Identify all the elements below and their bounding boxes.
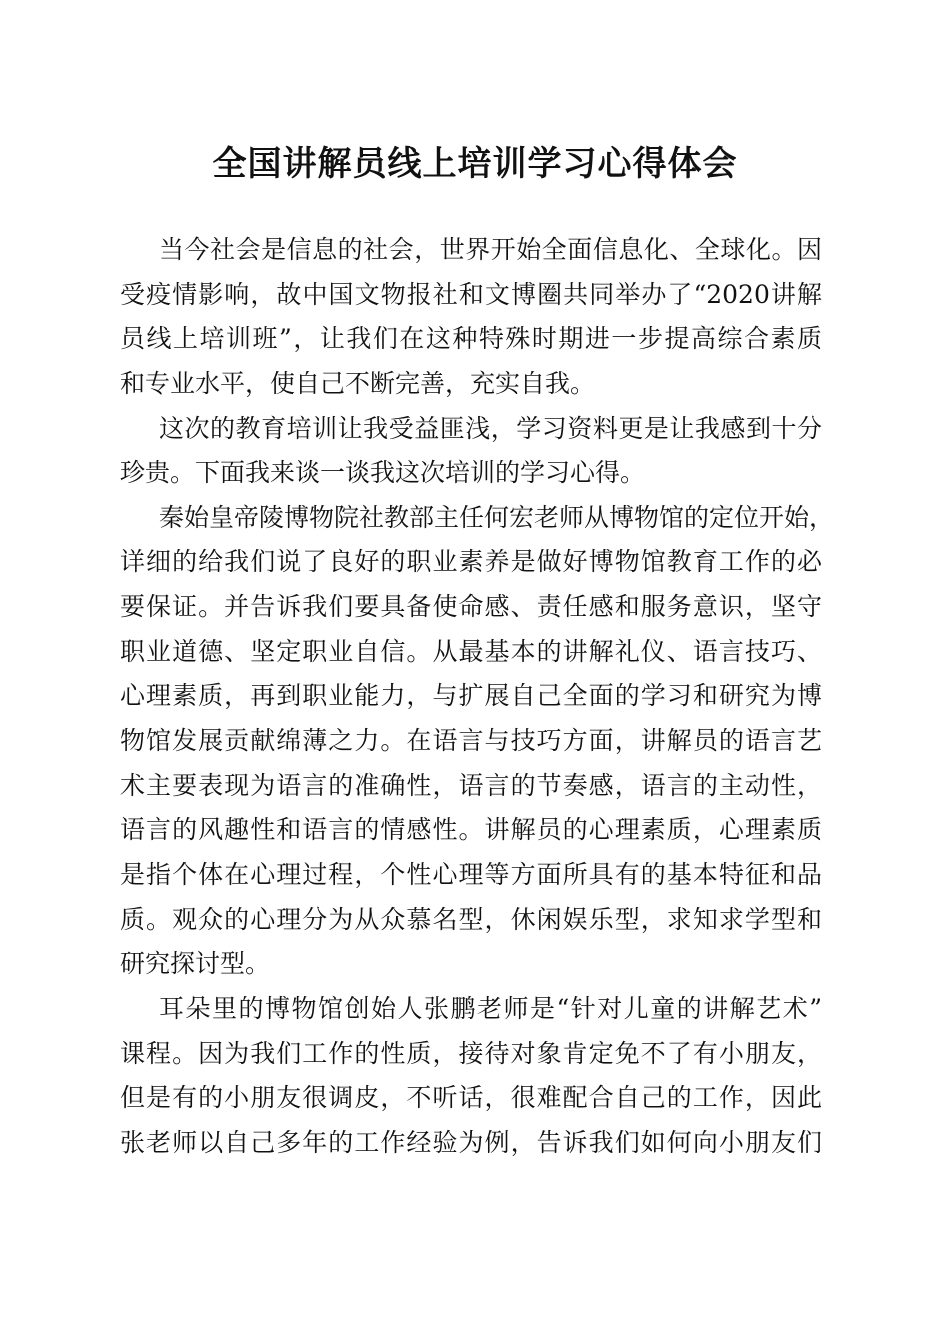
text-line: 当今社会是信息的社会，世界开始全面信息化、全球化。因 [159, 235, 822, 264]
text-line: 这次的教育培训让我受益匪浅，学习资料更是让我感到十分 [159, 413, 822, 443]
text-line: 质。观众的心理分为从众慕名型，休闲娱乐型，求知求学型和 [120, 904, 822, 934]
text-line: 是指个体在心理过程，个性心理等方面所具有的基本特征和品 [120, 859, 822, 889]
document-title: 全国讲解员线上培训学习心得体会 [212, 144, 738, 184]
text-line: 物馆发展贡献绵薄之力。在语言与技巧方面，讲解员的语言艺 [120, 726, 822, 756]
text-line: 研究探讨型。 [120, 949, 271, 979]
text-line: 和专业水平，使自己不断完善，充实自我。 [120, 368, 596, 398]
text-line: 语言的风趣性和语言的情感性。讲解员的心理素质，心理素质 [120, 815, 822, 845]
text-line: 详细的给我们说了良好的职业素养是做好博物馆教育工作的必 [120, 547, 822, 577]
text-line: 受疫情影响，故中国文物报社和文博圈共同举办了“2020讲解 [120, 279, 822, 309]
text-line: 秦始皇帝陵博物院社教部主任何宏老师从博物馆的定位开始， [159, 502, 835, 532]
text-line: 术主要表现为语言的准确性，语言的节奏感，语言的主动性， [120, 770, 822, 800]
text-line: 要保证。并告诉我们要具备使命感、责任感和服务意识，坚守 [120, 592, 822, 622]
paragraph [120, 228, 822, 407]
text-line: 但是有的小朋友很调皮，不听话，很难配合自己的工作，因此 [120, 1083, 822, 1113]
text-line: 职业道德、坚定职业自信。从最基本的讲解礼仪、语言技巧、 [120, 636, 822, 666]
paragraph [120, 407, 822, 496]
text-line: 心理素质，再到职业能力，与扩展自己全面的学习和研究为博 [120, 681, 822, 711]
paragraph [120, 496, 835, 987]
text-line: 员线上培训班”，让我们在这种特殊时期进一步提高综合素质 [120, 324, 822, 354]
text-line: 课程。因为我们工作的性质，接待对象肯定免不了有小朋友， [120, 1038, 822, 1068]
document-body [120, 228, 835, 1165]
text-line: 珍贵。下面我来谈一谈我这次培训的学习心得。 [120, 458, 646, 488]
text-line: 耳朵里的博物馆创始人张鹏老师是“针对儿童的讲解艺术” [159, 993, 822, 1023]
paragraph [120, 987, 822, 1166]
text-line: 张老师以自己多年的工作经验为例，告诉我们如何向小朋友们 [120, 1127, 822, 1157]
